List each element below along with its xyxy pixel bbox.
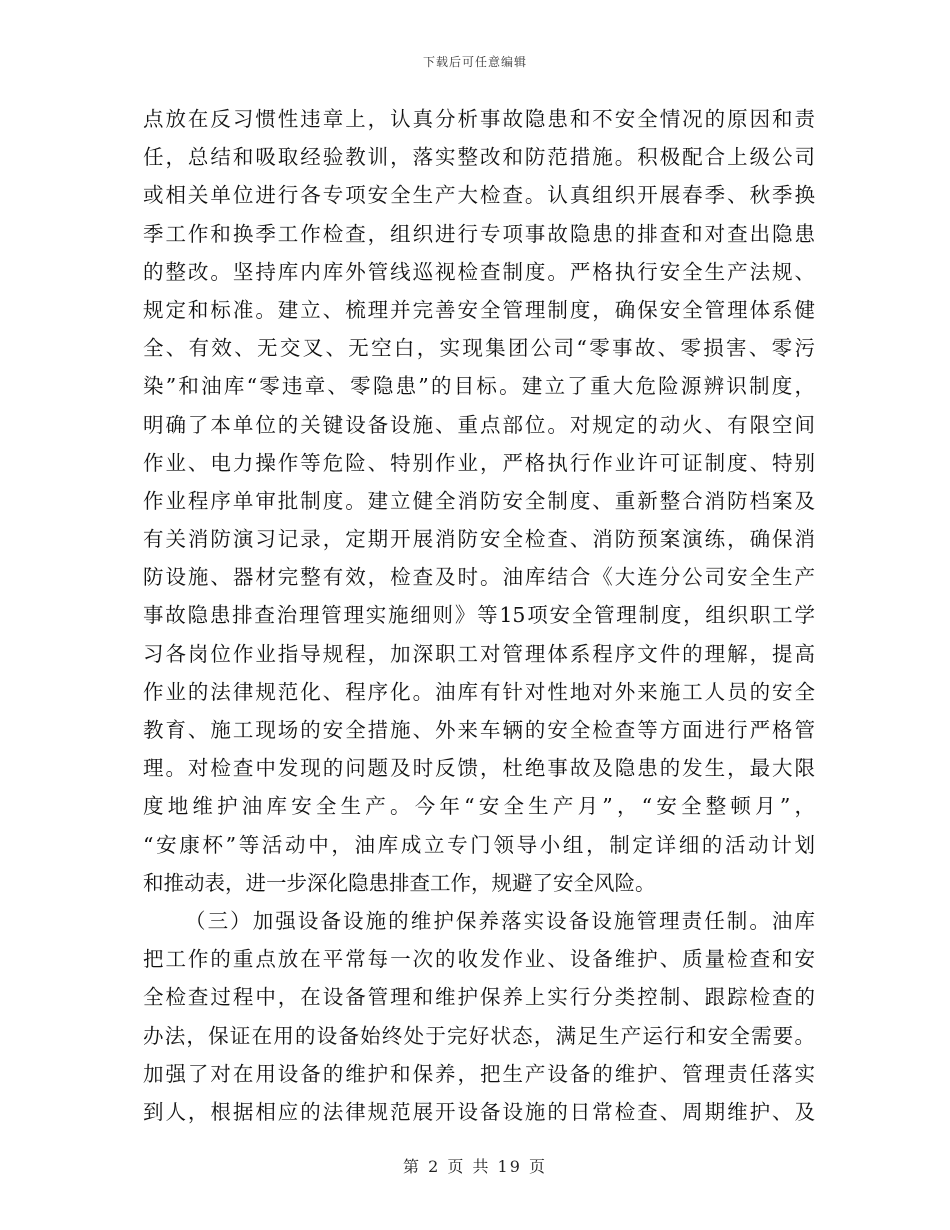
body-line: 作业程序单审批制度。建立健全消防安全制度、重新整合消防档案及 [143,488,815,513]
body-line: 到人，根据相应的法律规范展开设备设施的日常检查、周期维护、及 [143,1099,815,1124]
body-line: 度地维护油库安全生产。今年“安全生产月”，“安全整顿月”， [143,794,815,819]
body-line: 加强了对在用设备的维护和保养，把生产设备的维护、管理责任落实 [143,1061,815,1086]
body-line: 事故隐患排查治理管理实施细则》等15项安全管理制度，组织职工学 [143,603,815,628]
body-line-paragraph-start: （三）加强设备设施的维护保养落实设备设施管理责任制。油库 [185,908,815,933]
body-line: 任，总结和吸取经验教训，落实整改和防范措施。积极配合上级公司 [143,145,815,170]
body-line: 防设施、器材完整有效，检查及时。油库结合《大连分公司安全生产 [143,565,815,590]
body-line: 明确了本单位的关键设备设施、重点部位。对规定的动火、有限空间 [143,412,815,437]
body-line: 全、有效、无交叉、无空白，实现集团公司“零事故、零损害、零污 [143,336,815,361]
body-line: 把工作的重点放在平常每一次的收发作业、设备维护、质量检查和安 [143,947,815,972]
body-line: 作业、电力操作等危险、特别作业，严格执行作业许可证制度、特别 [143,450,815,475]
body-line: 点放在反习惯性违章上，认真分析事故隐患和不安全情况的原因和责 [143,107,815,131]
body-line: 或相关单位进行各专项安全生产大检查。认真组织开展春季、秋季换 [143,183,815,208]
page-number-footer: 第 2 页 共 19 页 [403,1157,547,1176]
body-line: 习各岗位作业指导规程，加深职工对管理体系程序文件的理解，提高 [143,641,815,666]
body-line: 作业的法律规范化、程序化。油库有针对性地对外来施工人员的安全 [143,679,815,704]
page-header: 下载后可任意编辑 [422,55,527,69]
body-line: 办法，保证在用的设备始终处于完好状态，满足生产运行和安全需要。 [143,1023,815,1048]
body-line: “安康杯”等活动中，油库成立专门领导小组，制定详细的活动计划 [143,832,815,857]
body-line: 季工作和换季工作检查，组织进行专项事故隐患的排查和对查出隐患 [143,221,815,246]
body-line: 有关消防演习记录，定期开展消防安全检查、消防预案演练，确保消 [143,527,815,552]
body-line: 理。对检查中发现的问题及时反馈，杜绝事故及隐患的发生，最大限 [143,756,815,781]
body-line: 规定和标准。建立、梳理并完善安全管理制度，确保安全管理体系健 [143,297,815,322]
body-line: 染”和油库“零违章、零隐患”的目标。建立了重大危险源辨识制度， [143,374,815,399]
body-line: 全检查过程中，在设备管理和维护保养上实行分类控制、跟踪检查的 [143,985,815,1010]
body-line-paragraph-end: 和推动表，进一步深化隐患排查工作，规避了安全风险。 [143,870,656,895]
body-line: 的整改。坚持库内库外管线巡视检查制度。严格执行安全生产法规、 [143,259,815,284]
body-line: 教育、施工现场的安全措施、外来车辆的安全检查等方面进行严格管 [143,718,815,742]
document-body [143,100,815,1131]
